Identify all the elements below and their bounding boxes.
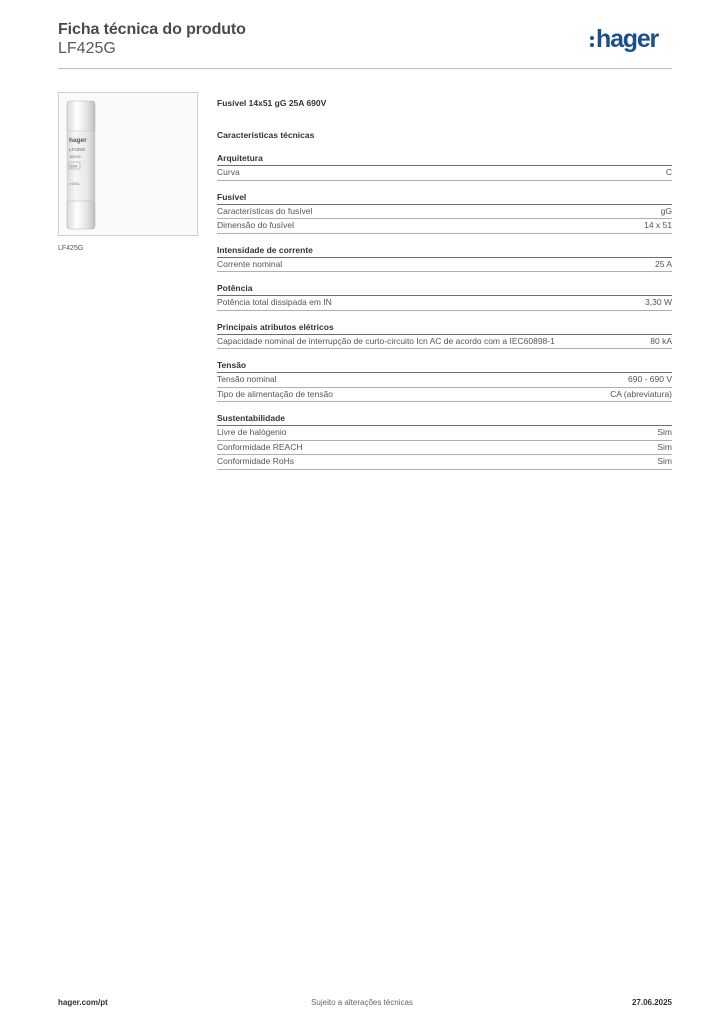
spec-section	[217, 412, 672, 470]
section-title: Intensidade de corrente	[217, 244, 672, 258]
fuse-label-brand: hager	[69, 137, 87, 144]
spec-value: 690 - 690 V	[628, 374, 672, 384]
section-title: Principais atributos elétricos	[217, 321, 672, 335]
fuse-label-code: 486290	[69, 155, 81, 159]
spec-value: Sim	[657, 441, 672, 452]
spec-label: Características do fusível	[217, 205, 313, 216]
spec-value: 25 A	[654, 258, 672, 269]
spec-row	[217, 426, 672, 441]
page-title: Ficha técnica do produto	[58, 21, 246, 38]
footer-website-link[interactable]: hager.com/pt	[58, 998, 108, 1007]
spec-section	[217, 244, 672, 273]
fuse-label-ref: LF425G	[69, 147, 86, 152]
spec-value: C	[665, 167, 672, 177]
header-divider	[58, 68, 672, 69]
spec-label: Curva	[217, 167, 240, 177]
section-title: Tensão	[217, 359, 672, 373]
fuse-label-volt: ≈400A	[69, 182, 80, 186]
spec-row	[217, 455, 672, 470]
fuse-label-amp: 25A	[70, 163, 78, 169]
spec-section	[217, 282, 672, 311]
spec-section	[217, 321, 672, 350]
section-title: Arquitetura	[217, 152, 672, 166]
spec-section	[217, 152, 672, 181]
spec-label: Conformidade REACH	[217, 441, 303, 452]
spec-content	[217, 96, 672, 470]
spec-label: Tipo de alimentação de tensão	[217, 388, 333, 399]
spec-value: 3,30 W	[645, 297, 672, 307]
spec-row	[217, 441, 672, 456]
fuse-cartridge-icon	[59, 93, 197, 235]
logo-dots-icon	[590, 36, 594, 47]
logo-wordmark: hager	[596, 24, 659, 53]
spec-row	[217, 335, 672, 350]
section-title: Fusível	[217, 191, 672, 205]
footer-date: 27.06.2025	[631, 998, 672, 1007]
spec-value: 14 x 51	[644, 220, 672, 230]
spec-section	[217, 359, 672, 402]
spec-label: Conformidade RoHs	[217, 456, 295, 466]
page-subtitle: LF425G	[58, 40, 116, 57]
spec-row	[217, 373, 672, 388]
spec-value: gG	[660, 205, 672, 216]
spec-label: Dimensão do fusível	[217, 220, 295, 230]
spec-label: Corrente nominal	[217, 258, 283, 269]
spec-row	[217, 296, 672, 311]
section-title: Potência	[217, 282, 672, 296]
spec-value: Sim	[657, 427, 672, 437]
product-image	[58, 92, 198, 236]
spec-label: Capacidade nominal de interrupção de curto-circuito Icn AC de acordo com a IEC60898-1	[217, 335, 555, 346]
spec-row	[217, 258, 672, 273]
spec-label: Tensão nominal	[217, 374, 277, 384]
spec-row	[217, 219, 672, 234]
tech-heading: Características técnicas	[217, 130, 315, 140]
product-name: Fusível 14x51 gG 25A 690V	[217, 98, 327, 108]
footer-notice: Sujeito a alterações técnicas	[311, 998, 413, 1007]
spec-value: CA (abreviatura)	[610, 388, 672, 399]
spec-row	[217, 388, 672, 403]
spec-label: Livre de halógenio	[217, 427, 287, 437]
spec-section	[217, 191, 672, 234]
hager-logo	[590, 24, 658, 54]
image-caption: LF425G	[58, 245, 84, 252]
spec-label: Potência total dissipada em IN	[217, 297, 332, 307]
spec-row	[217, 166, 672, 181]
spec-row	[217, 205, 672, 220]
spec-value: 80 kA	[650, 335, 672, 346]
spec-value: Sim	[657, 456, 672, 466]
section-title: Sustentabilidade	[217, 412, 672, 426]
